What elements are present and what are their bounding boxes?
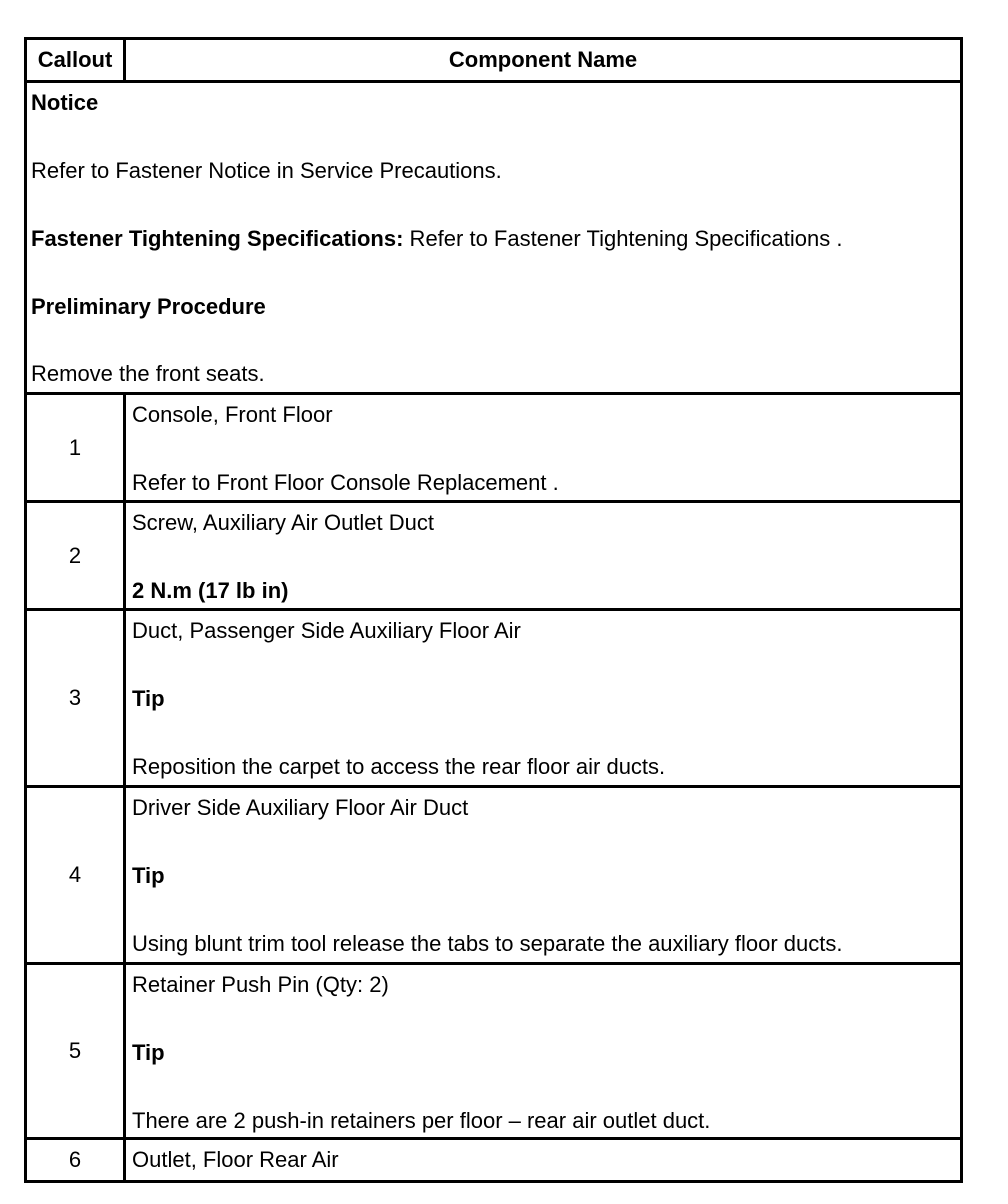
fastener-spec-label: Fastener Tightening Specifications:: [31, 226, 404, 251]
callout-number: 6: [68, 1147, 82, 1173]
tip-text: Reposition the carpet to access the rear floor air ducts.: [132, 754, 666, 779]
tip-label: Tip: [132, 686, 165, 711]
component-name: Console, Front Floor: [132, 402, 333, 427]
tip-text: Using blunt trim tool release the tabs to separate the auxiliary floor ducts.: [132, 931, 843, 956]
component-cell: [132, 1140, 956, 1180]
table-header-row: [27, 40, 960, 80]
callout-number: 3: [68, 685, 82, 711]
notice-block: [27, 83, 960, 392]
component-cell: [132, 611, 956, 785]
component-cell: [132, 395, 956, 500]
callout-number: 4: [68, 862, 82, 888]
component-table: [24, 37, 963, 1183]
component-name: Driver Side Auxiliary Floor Air Duct: [132, 795, 469, 820]
fastener-spec-line: [31, 226, 842, 251]
table-row: [27, 965, 960, 1137]
component-name: Retainer Push Pin (Qty: 2): [132, 972, 389, 997]
component-cell: [132, 788, 956, 962]
preliminary-text: Remove the front seats.: [31, 361, 265, 386]
table-row: [27, 611, 960, 785]
component-cell: [132, 965, 956, 1137]
tip-text: There are 2 push-in retainers per floor – rear air outlet duct.: [132, 1108, 711, 1133]
callout-number: 1: [68, 434, 82, 460]
column-divider: [123, 40, 126, 80]
preliminary-title: Preliminary Procedure: [31, 294, 266, 319]
table-row: [27, 503, 960, 608]
table-row: [27, 788, 960, 962]
component-name: Outlet, Floor Rear Air: [132, 1147, 339, 1172]
callout-number: 2: [68, 542, 82, 568]
callout-header: Callout: [37, 47, 113, 73]
torque-spec: 2 N.m (17 lb in): [132, 578, 289, 603]
component-name: Duct, Passenger Side Auxiliary Floor Air: [132, 618, 521, 643]
callout-number: 5: [68, 1038, 82, 1064]
component-cell: [132, 503, 956, 608]
column-divider: [123, 395, 126, 1180]
table-row: [27, 395, 960, 500]
fastener-spec-text: Refer to Fastener Tightening Specifications .: [403, 226, 843, 251]
component-name: Screw, Auxiliary Air Outlet Duct: [132, 510, 434, 535]
component-detail: Refer to Front Floor Console Replacement .: [132, 470, 559, 495]
notice-text: Refer to Fastener Notice in Service Precautions.: [31, 158, 502, 183]
tip-label: Tip: [132, 863, 165, 888]
table-row: [27, 1140, 960, 1180]
notice-title: Notice: [31, 90, 99, 115]
tip-label: Tip: [132, 1040, 165, 1065]
component-name-header: Component Name: [448, 47, 638, 73]
